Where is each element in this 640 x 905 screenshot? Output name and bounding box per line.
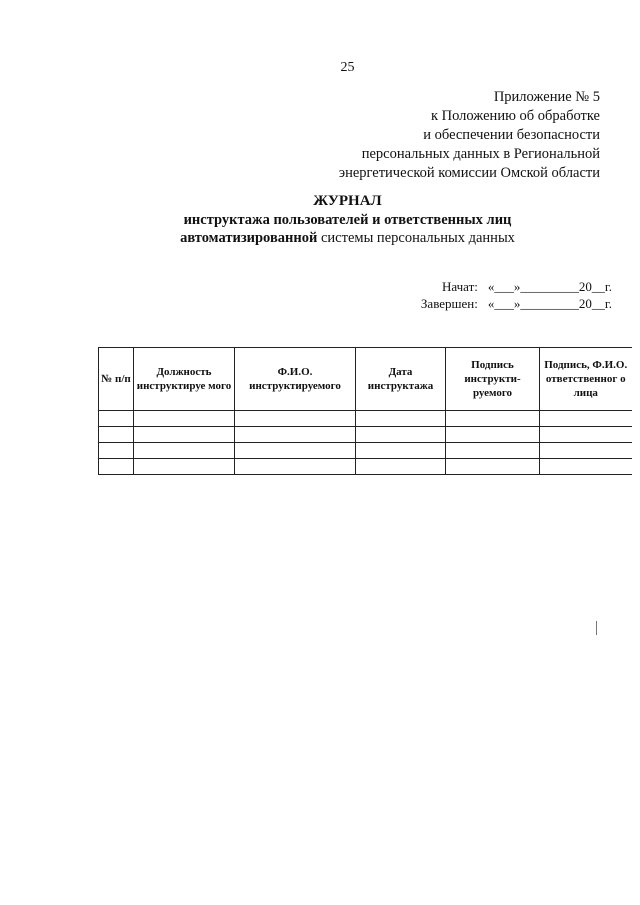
table-row: [99, 443, 632, 459]
column-header-responsible-signature: Подпись, Ф.И.О. ответственног о лица: [540, 348, 632, 411]
end-date-row: [421, 295, 612, 312]
start-date-value: «___»_________20__г.: [487, 279, 612, 294]
table-cell: [134, 459, 235, 475]
column-header-full-name: Ф.И.О. инструктируемого: [235, 348, 356, 411]
table-cell: [356, 443, 446, 459]
column-header-trainee-signature: Подпись инструкти- руемого: [446, 348, 540, 411]
table-cell: [99, 443, 134, 459]
table-cell: [134, 443, 235, 459]
table-cell: [235, 427, 356, 443]
table-body: [99, 411, 632, 475]
table-header-row: [99, 348, 632, 411]
table-row: [99, 427, 632, 443]
scan-mark: [596, 621, 597, 635]
table-cell: [235, 459, 356, 475]
table-cell: [446, 459, 540, 475]
appendix-block: [339, 88, 600, 183]
document-subtitle: инструктажа пользователей и ответственных лиц: [183, 212, 512, 228]
table-cell: [446, 411, 540, 427]
table-cell: [99, 411, 134, 427]
table-cell: [446, 443, 540, 459]
table-cell: [446, 427, 540, 443]
table-cell: [235, 443, 356, 459]
table-cell: [540, 411, 632, 427]
table-cell: [235, 411, 356, 427]
appendix-line: Приложение № 5: [493, 89, 600, 105]
table-cell: [540, 443, 632, 459]
table-cell: [356, 427, 446, 443]
appendix-line: к Положению об обработке: [430, 108, 600, 124]
document-subtitle-2: [0, 229, 640, 247]
appendix-line: энергетической комиссии Омской области: [338, 165, 600, 181]
appendix-line: персональных данных в Региональной: [361, 146, 600, 162]
table-cell: [540, 427, 632, 443]
table-cell: [540, 459, 632, 475]
page-number: 25: [340, 60, 355, 75]
column-header-number: № п/п: [99, 348, 134, 411]
start-date-label: Начат:: [441, 279, 478, 294]
journal-table: [98, 347, 632, 475]
document-title: ЖУРНАЛ: [313, 193, 382, 209]
column-header-date: Дата инструктажа: [356, 348, 446, 411]
journal-dates: [421, 278, 612, 312]
start-date-row: [421, 278, 612, 295]
subtitle-bold-part: автоматизированной: [180, 230, 318, 246]
table-cell: [356, 459, 446, 475]
table-row: [99, 459, 632, 475]
table-cell: [134, 411, 235, 427]
appendix-line: и обеспечении безопасности: [423, 127, 600, 143]
table-cell: [99, 459, 134, 475]
title-block: [0, 192, 640, 247]
subtitle-normal-part: системы персональных данных: [317, 230, 515, 246]
table-cell: [99, 427, 134, 443]
end-date-value: «___»_________20__г.: [487, 296, 612, 311]
table-cell: [134, 427, 235, 443]
column-header-position: Должность инструктируе мого: [134, 348, 235, 411]
table-cell: [356, 411, 446, 427]
end-date-label: Завершен:: [420, 296, 478, 311]
table-row: [99, 411, 632, 427]
